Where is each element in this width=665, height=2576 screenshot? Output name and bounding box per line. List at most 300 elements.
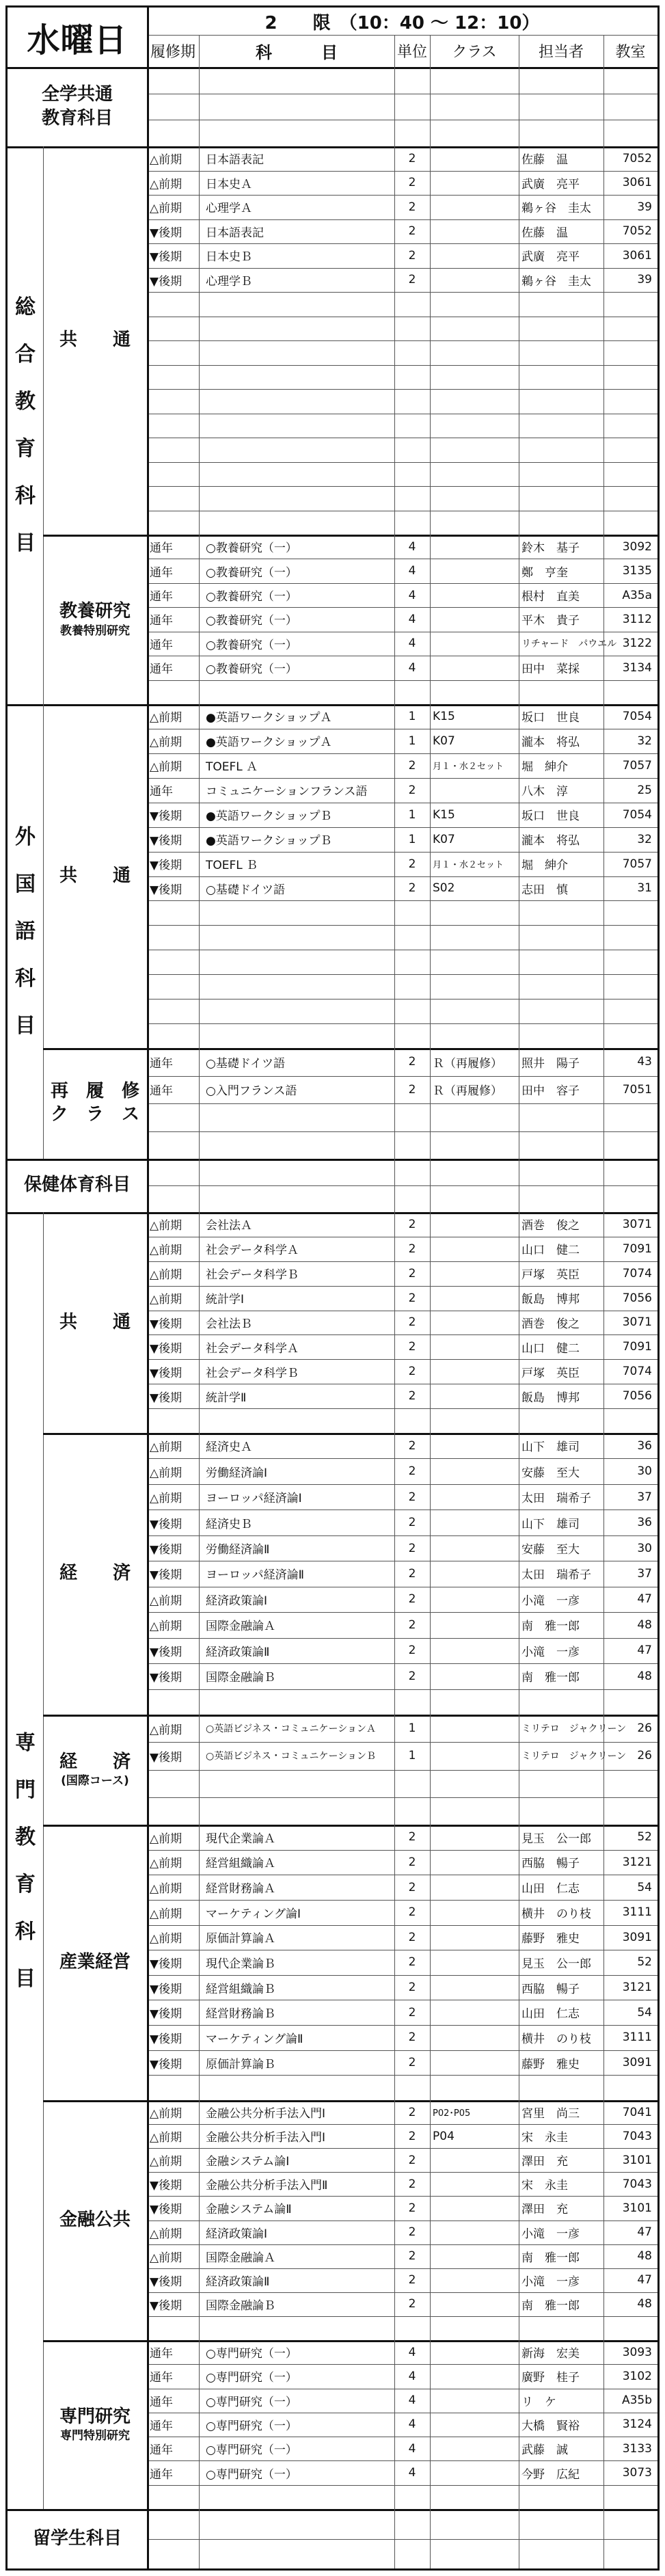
subject-cell: 原価計算論Ｂ [206, 2057, 275, 2071]
subject-cell: 社会データ科学Ｂ [206, 1268, 299, 1283]
room-cell: 7074 [622, 1266, 652, 1280]
term-cell: △前期 [150, 1832, 182, 1846]
term-cell: △前期 [150, 2107, 182, 2121]
teacher-cell: 澤田 充 [521, 2155, 568, 2169]
column-divider [199, 67, 200, 146]
teacher-cell: 山田 仁志 [521, 2007, 580, 2022]
units-cell: 2 [408, 881, 416, 896]
teacher-cell: ミリテロ ジャクリーン [521, 1751, 627, 1762]
row-line-sogo-kyotsu [147, 389, 657, 390]
class-cell [430, 656, 519, 680]
room-cell: 7091 [622, 1242, 652, 1256]
row-line-sogo-kyotsu [147, 365, 657, 366]
term-cell: △前期 [150, 202, 182, 216]
term-cell: ▼後期 [150, 250, 182, 265]
teacher-cell: 西脇 暢子 [521, 1857, 580, 1871]
term-cell: 通年 [150, 590, 173, 604]
units-cell: 2 [408, 1566, 416, 1581]
room-cell: 47 [637, 2225, 652, 2240]
units-cell: 2 [408, 1266, 416, 1280]
units-cell: 2 [408, 1643, 416, 1658]
subject-cell: ○基礎ドイツ語 [206, 883, 285, 897]
header-col-subject: 科 目 [256, 43, 338, 62]
room-cell: 39 [637, 200, 652, 214]
subject-cell: マーケティング論Ⅱ [206, 2032, 303, 2046]
class-cell [430, 535, 519, 559]
teacher-cell: 南 雅一郎 [521, 2298, 580, 2313]
section-label-gaikoku: 外 国 語 科 目 [15, 825, 36, 1038]
subject-cell: 金融公共分析手法入門Ⅰ [206, 2107, 326, 2121]
teacher-cell: 山口 健二 [521, 1244, 580, 1258]
term-cell: 通年 [150, 2467, 173, 2482]
subject-cell: ○専門研究（一） [206, 2395, 297, 2409]
class-cell [430, 2025, 519, 2050]
subject-cell: ○専門研究（一） [206, 2419, 297, 2433]
class-cell: 月１・水２セット [433, 762, 504, 773]
units-cell: 2 [408, 783, 416, 797]
row-line-sogo-kyotsu [147, 292, 657, 293]
subgroup-label-sogo-kyotsu [43, 146, 147, 535]
room-cell: 52 [637, 1830, 652, 1844]
units-cell: 2 [408, 1365, 416, 1379]
units-cell: 2 [408, 2005, 416, 2020]
room-cell: 7041 [622, 2105, 652, 2119]
room-cell: 7057 [622, 758, 652, 773]
units-cell: 2 [408, 1516, 416, 1530]
units-cell: 2 [408, 200, 416, 214]
units-cell: 2 [408, 176, 416, 190]
term-cell: ▼後期 [150, 1671, 182, 1685]
class-cell [430, 1334, 519, 1359]
subject-cell: 経営財務論Ａ [206, 1882, 275, 1896]
class-cell [430, 1975, 519, 2000]
term-cell: 通年 [150, 1056, 173, 1071]
term-cell: △前期 [150, 1594, 182, 1608]
teacher-cell: 鵜ヶ谷 圭太 [521, 274, 591, 289]
term-cell: ▼後期 [150, 1341, 182, 1356]
term-cell: 通年 [150, 638, 173, 652]
subject-cell: ○教養研究（一） [206, 565, 297, 580]
column-divider [199, 2509, 200, 2568]
units-cell: 2 [408, 1618, 416, 1632]
room-cell: 26 [637, 1721, 652, 1736]
units-cell: 4 [408, 564, 416, 578]
term-cell: △前期 [150, 736, 182, 750]
row-line-gai-sairishu [147, 1131, 657, 1132]
subject-cell: 金融公共分析手法入門Ⅰ [206, 2131, 326, 2145]
class-cell [430, 195, 519, 219]
subject-cell: 労働経済論Ⅰ [206, 1466, 268, 1480]
room-cell: 3101 [622, 2201, 652, 2215]
units-cell: 2 [408, 1217, 416, 1231]
class-cell [430, 1663, 519, 1689]
class-cell [430, 171, 519, 196]
room-cell: 3092 [622, 539, 652, 554]
room-cell: 3061 [622, 248, 652, 263]
class-cell [430, 1875, 519, 1900]
section-label-zengaku: 全学共通 教育科目 [41, 83, 113, 129]
teacher-cell: 田中 菜採 [521, 662, 580, 677]
units-cell: 2 [408, 2177, 416, 2191]
teacher-cell: 小滝 一彦 [521, 2227, 580, 2241]
row-line-sen-sangyo [147, 2075, 657, 2076]
subject-cell: ○教養研究（一） [206, 662, 297, 677]
teacher-cell: 堀 紳介 [521, 859, 568, 873]
subgroup-label-sen-kenkyu [43, 2340, 147, 2509]
units-cell: 2 [408, 2225, 416, 2240]
room-cell: 7056 [622, 1389, 652, 1404]
term-cell: 通年 [150, 2347, 173, 2361]
row-line-ryugaku [147, 2539, 657, 2540]
term-cell: ▼後期 [150, 1543, 182, 1557]
class-cell [430, 1286, 519, 1311]
subgroup-title: 経 済 [59, 1751, 131, 1772]
room-cell: 37 [637, 1490, 652, 1504]
subgroup-label-sen-keizai [43, 1433, 147, 1715]
subject-cell: マーケティング論Ⅰ [206, 1907, 301, 1921]
class-cell [430, 268, 519, 293]
subject-cell: 金融システム論Ⅰ [206, 2155, 290, 2169]
room-cell: 39 [637, 273, 652, 287]
class-cell [430, 1535, 519, 1561]
subject-cell: 日本語表記 [206, 226, 264, 240]
term-cell: ▼後期 [150, 1750, 182, 1765]
term-cell: 通年 [150, 2371, 173, 2385]
units-cell: 4 [408, 2393, 416, 2408]
subject-cell: 経営財務論Ｂ [206, 2007, 275, 2022]
units-cell: 2 [408, 1855, 416, 1869]
teacher-cell: 瀧本 将弘 [521, 736, 580, 750]
class-cell [430, 219, 519, 244]
room-cell: 25 [637, 783, 652, 797]
term-cell: ▼後期 [150, 226, 182, 240]
subgroup-subtitle: 専門特別研究 [60, 2429, 130, 2443]
teacher-cell: 鵜ヶ谷 圭太 [521, 202, 591, 216]
subject-cell: 国際金融論Ａ [206, 2251, 275, 2265]
teacher-cell: 今野 広紀 [521, 2467, 580, 2482]
term-cell: △前期 [150, 2131, 182, 2145]
units-cell: 2 [408, 1389, 416, 1404]
teacher-cell: 山田 仁志 [521, 1882, 580, 1896]
teacher-cell: 宋 永圭 [521, 2131, 568, 2145]
teacher-cell: 武藤 誠 [521, 2443, 568, 2458]
subject-cell: ○専門研究（一） [206, 2467, 297, 2482]
subject-cell: 国際金融論Ｂ [206, 2298, 275, 2313]
header-col-term: 履修期 [150, 44, 195, 61]
units-cell: 2 [408, 248, 416, 263]
subgroup-label-sen-sangyo [43, 1825, 147, 2100]
term-cell: △前期 [150, 1857, 182, 1871]
class-cell [430, 1311, 519, 1335]
units-cell: 2 [408, 1955, 416, 1970]
teacher-cell: 志田 慎 [521, 883, 568, 897]
units-cell: 2 [408, 1315, 416, 1330]
teacher-cell: 田中 容子 [521, 1084, 580, 1099]
room-cell: 3091 [622, 2056, 652, 2070]
subject-cell: 金融システム論Ⅱ [206, 2203, 292, 2217]
room-cell: 32 [637, 832, 652, 846]
room-cell: 7056 [622, 1291, 652, 1305]
header-col-room: 教室 [615, 44, 646, 61]
class-cell [430, 2389, 519, 2413]
class-cell [430, 1510, 519, 1535]
room-cell: 37 [637, 1566, 652, 1581]
room-cell: 48 [637, 1618, 652, 1632]
subject-cell: 統計学Ⅰ [206, 1293, 245, 1307]
teacher-cell: 安藤 至大 [521, 1543, 580, 1557]
subject-cell: 国際金融論Ａ [206, 1620, 275, 1634]
room-cell: 7052 [622, 224, 652, 239]
term-cell: ▼後期 [150, 883, 182, 897]
subgroup-title: 専門研究 [59, 2406, 131, 2427]
class-cell [430, 2413, 519, 2437]
units-cell: 2 [408, 1592, 416, 1607]
room-cell: 3101 [622, 2153, 652, 2167]
term-cell: ▼後期 [150, 859, 182, 873]
subject-cell: 経済政策論Ⅰ [206, 2227, 268, 2241]
class-cell [430, 1433, 519, 1458]
room-cell: 47 [637, 1592, 652, 1607]
term-cell: 通年 [150, 2419, 173, 2433]
units-cell: 2 [408, 1490, 416, 1504]
column-divider [394, 35, 395, 67]
class-cell [430, 2460, 519, 2484]
column-divider [430, 67, 431, 146]
subject-cell: 経済史Ａ [206, 1440, 252, 1455]
room-cell: 48 [637, 1669, 652, 1683]
teacher-cell: 宮里 尚三 [521, 2107, 580, 2121]
teacher-cell: 山下 雄司 [521, 1440, 580, 1455]
class-cell: Ｒ（再履修） [433, 1056, 502, 1071]
term-cell: △前期 [150, 153, 182, 167]
teacher-cell: 藤野 雅史 [521, 1932, 580, 1946]
units-cell: 2 [408, 2153, 416, 2167]
subgroup-title: 共 通 [59, 1311, 131, 1332]
class-cell [430, 1212, 519, 1237]
teacher-cell: 堀 紳介 [521, 760, 568, 775]
row-line-sen-keizai [147, 1689, 657, 1690]
term-cell: 通年 [150, 662, 173, 677]
subject-cell: ●英語ワークショップＡ [206, 711, 332, 725]
room-cell: 3073 [622, 2466, 652, 2480]
teacher-cell: 廣野 桂子 [521, 2371, 580, 2385]
term-cell: △前期 [150, 1440, 182, 1455]
class-cell [430, 1612, 519, 1637]
term-cell: ▼後期 [150, 1645, 182, 1659]
subgroup-title: 再 履 修 ク ラ ス [50, 1081, 139, 1125]
class-cell: S02 [433, 881, 455, 896]
class-cell: K07 [433, 734, 455, 748]
row-line-sen-kyotsu [147, 1408, 657, 1409]
term-cell: ▼後期 [150, 1568, 182, 1583]
subject-cell: 経営組織論Ｂ [206, 1982, 275, 1996]
term-cell: △前期 [150, 177, 182, 191]
room-cell: 3091 [622, 1930, 652, 1944]
units-cell: 4 [408, 2369, 416, 2383]
units-cell: 4 [408, 539, 416, 554]
term-cell: 通年 [150, 2443, 173, 2458]
room-cell: A35a [622, 588, 652, 602]
units-cell: 2 [408, 1880, 416, 1894]
teacher-cell: 南 雅一郎 [521, 1620, 580, 1634]
subgroup-label-sen-kokusai [43, 1715, 147, 1825]
class-cell [430, 1359, 519, 1384]
subject-cell: ○教養研究（一） [206, 638, 297, 652]
term-cell: △前期 [150, 2227, 182, 2241]
room-cell: 31 [637, 881, 652, 896]
subject-cell: 経済政策論Ⅱ [206, 1645, 270, 1659]
teacher-cell: 武廣 亮平 [521, 250, 580, 265]
units-cell: 2 [408, 1669, 416, 1683]
day-title: 水曜日 [27, 21, 128, 59]
class-cell [430, 1925, 519, 1950]
term-cell: ▼後期 [150, 2007, 182, 2022]
teacher-cell: 南 雅一郎 [521, 1671, 580, 1685]
room-cell: 26 [637, 1749, 652, 1763]
class-cell [430, 1561, 519, 1586]
subject-cell: ○英語ビジネス・コミュニケーションＢ [206, 1751, 376, 1762]
class-cell [430, 1950, 519, 1975]
subject-cell: ●英語ワークショップＢ [206, 834, 332, 848]
units-cell: 2 [408, 1905, 416, 1920]
units-cell: 1 [408, 734, 416, 748]
units-cell: 2 [408, 2201, 416, 2215]
units-cell: 2 [408, 758, 416, 773]
room-cell: 3061 [622, 176, 652, 190]
row-line-gai-kyotsu [147, 925, 657, 926]
class-cell [430, 2196, 519, 2220]
teacher-cell: 鄭 亨奎 [521, 565, 568, 580]
subject-cell: 金融公共分析手法入門Ⅱ [206, 2179, 328, 2193]
section-label-sogo: 総 合 教 育 科 目 [15, 295, 36, 555]
column-divider [430, 2509, 431, 2568]
row-line-sogo-kyoyo [147, 680, 657, 681]
term-cell: △前期 [150, 711, 182, 725]
subject-cell: ○基礎ドイツ語 [206, 1056, 285, 1071]
class-cell: K15 [433, 807, 455, 822]
row-line-sen-kenkyu [147, 2485, 657, 2486]
room-cell: 3111 [622, 1905, 652, 1920]
term-cell: △前期 [150, 1723, 182, 1737]
column-divider [603, 67, 604, 146]
teacher-cell: 戸塚 英臣 [521, 1366, 580, 1380]
subject-cell: 日本語表記 [206, 153, 264, 167]
subject-cell: ○専門研究（一） [206, 2347, 297, 2361]
row-line-hoken [147, 1185, 657, 1186]
term-cell: 通年 [150, 565, 173, 580]
label-divider [147, 8, 149, 2568]
class-cell [430, 2148, 519, 2172]
subgroup-label-gai-sairishu [43, 1048, 147, 1159]
class-cell [430, 2364, 519, 2388]
class-cell [430, 2268, 519, 2292]
room-cell: A35b [621, 2393, 652, 2408]
units-cell: 2 [408, 1055, 416, 1069]
class-cell [430, 1825, 519, 1850]
column-divider [430, 35, 431, 67]
section-label-senmon: 専 門 教 育 科 目 [15, 1730, 36, 1991]
room-cell: 7043 [622, 2177, 652, 2191]
class-cell [430, 1458, 519, 1484]
class-cell [430, 583, 519, 607]
class-cell [430, 1261, 519, 1286]
teacher-cell: 安藤 至大 [521, 1466, 580, 1480]
class-cell [430, 1638, 519, 1663]
class-cell [430, 1742, 519, 1769]
class-cell: 月１・水２セット [433, 860, 504, 871]
teacher-cell: 坂口 世良 [521, 809, 580, 824]
row-line-sogo-kyotsu [147, 486, 657, 487]
units-cell: 4 [408, 2345, 416, 2359]
term-cell: ▼後期 [150, 2203, 182, 2217]
term-cell: ▼後期 [150, 1391, 182, 1405]
teacher-cell: 太田 瑞希子 [521, 1492, 591, 1506]
teacher-cell: 小滝 一彦 [521, 1594, 580, 1608]
row-line-sen-kinyu [147, 2316, 657, 2317]
term-cell: ▼後期 [150, 2179, 182, 2193]
subject-cell: 日本史Ｂ [206, 250, 252, 265]
header-line [147, 35, 657, 36]
room-cell: 48 [637, 2297, 652, 2311]
class-cell [430, 778, 519, 803]
subgroup-title: 共 通 [59, 865, 131, 886]
term-cell: ▼後期 [150, 1982, 182, 1996]
teacher-cell: 宋 永圭 [521, 2179, 568, 2193]
term-cell: △前期 [150, 1932, 182, 1946]
teacher-cell: 佐藤 温 [521, 153, 568, 167]
subject-cell: 国際金融論Ｂ [206, 1671, 275, 1685]
subject-cell: 経済政策論Ⅰ [206, 1594, 268, 1608]
class-cell [430, 243, 519, 268]
units-cell: 2 [408, 1438, 416, 1453]
term-cell: ▼後期 [150, 2298, 182, 2313]
room-cell: 7054 [622, 709, 652, 723]
teacher-cell: ミリテロ ジャクリーン [521, 1723, 627, 1735]
room-cell: 3134 [622, 660, 652, 675]
units-cell: 4 [408, 2466, 416, 2480]
units-cell: 4 [408, 2417, 416, 2432]
term-cell: 通年 [150, 1084, 173, 1099]
room-cell: 7052 [622, 151, 652, 165]
room-cell: 7054 [622, 807, 652, 822]
teacher-cell: 見玉 公一郎 [521, 1832, 591, 1846]
units-cell: 1 [408, 709, 416, 723]
units-cell: 2 [408, 2105, 416, 2119]
teacher-cell: 戸塚 英臣 [521, 1268, 580, 1283]
room-cell: 3133 [622, 2441, 652, 2456]
subgroup-label-sogo-kyoyo [43, 535, 147, 704]
units-cell: 4 [408, 612, 416, 626]
room-cell: 7057 [622, 857, 652, 871]
teacher-cell: リチャード パウエル [521, 639, 617, 650]
column-divider [603, 1159, 604, 1212]
subject-cell: 経済史Ｂ [206, 1517, 252, 1531]
units-cell: 2 [408, 1340, 416, 1354]
term-cell: 通年 [150, 541, 173, 556]
units-cell: 4 [408, 636, 416, 651]
units-cell: 2 [408, 1291, 416, 1305]
teacher-cell: 飯島 博邦 [521, 1391, 580, 1405]
row-line-sogo-kyotsu [147, 462, 657, 463]
term-cell: 通年 [150, 785, 173, 799]
class-cell [430, 2172, 519, 2196]
teacher-cell: 藤野 雅史 [521, 2057, 580, 2071]
units-cell: 1 [408, 1749, 416, 1763]
units-cell: 4 [408, 2441, 416, 2456]
class-cell [430, 1850, 519, 1875]
class-cell [430, 607, 519, 631]
teacher-cell: 横井 のり枝 [521, 2032, 591, 2046]
